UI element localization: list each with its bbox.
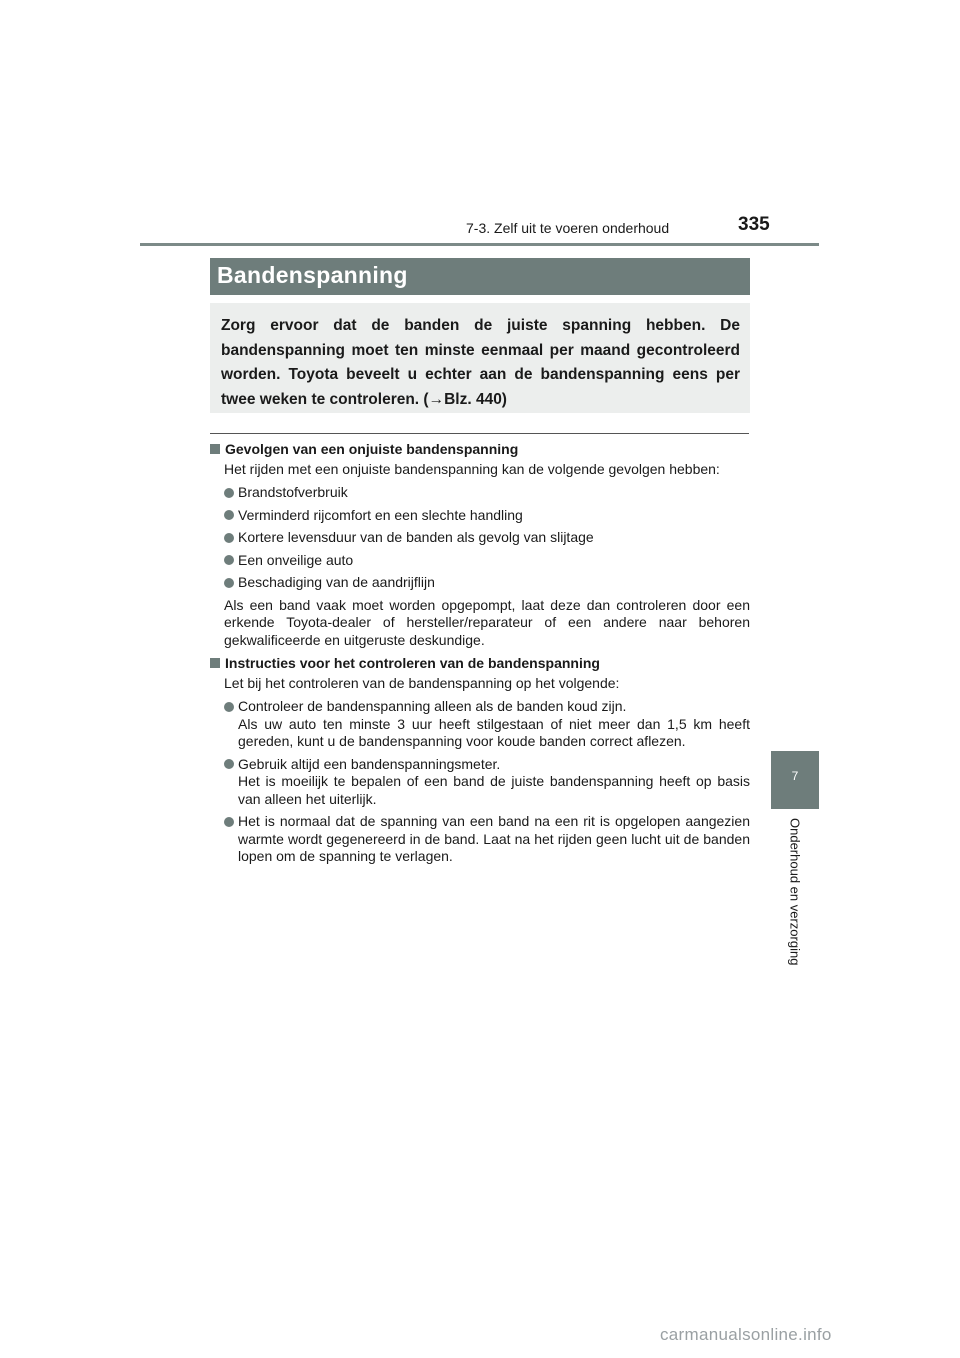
circle-bullet-icon [224, 759, 234, 769]
section-intro: Het rijden met een onjuiste bandenspanning kan de volgende gevolgen hebben: [224, 460, 720, 477]
content-divider [210, 433, 749, 434]
list-item: Het is normaal dat de spanning van een band na een rit is opgelopen aangezien warmte wordt gegenereerd in de band. Laat na het rijden geen lucht uit de banden lopen om de spanning te verlagen. [224, 813, 750, 866]
section-heading-text: Gevolgen van een onjuiste bandenspanning [225, 441, 519, 457]
page-title-bar [210, 258, 750, 295]
chapter-number: 7 [791, 769, 799, 783]
circle-bullet-icon [224, 817, 234, 827]
circle-bullet-icon [224, 578, 234, 588]
list-item: Verminderd rijcomfort en een slechte handling [224, 507, 750, 525]
page-title: Bandenspanning [217, 262, 408, 288]
page-number: 335 [738, 214, 770, 235]
list-item: Brandstofverbruik [224, 484, 750, 502]
list-item: Een onveilige auto [224, 552, 750, 570]
square-bullet-icon [210, 444, 220, 454]
section-heading [210, 655, 750, 673]
list-item: Gebruik altijd een bandenspanningsmeter. Het is moeilijk te bepalen of een band de juiste bandenspanning heeft op basis van alleen het uiterlijk. [224, 756, 750, 809]
main-content [210, 441, 750, 871]
chapter-tab [771, 751, 819, 809]
square-bullet-icon [210, 658, 220, 668]
watermark: carmanualsonline.info [660, 1325, 832, 1344]
list-item: Kortere levensduur van de banden als gevolg van slijtage [224, 529, 750, 547]
circle-bullet-icon [224, 488, 234, 498]
header-divider [140, 243, 819, 246]
section-intro: Let bij het controleren van de bandenspanning op het volgende: [224, 674, 620, 691]
section-outro: Als een band vaak moet worden opgepompt, laat deze dan controleren door een erkende Toyota-dealer of hersteller/reparateur of een andere naar behoren gekwalificeerde en uitgeruste deskundige. [224, 596, 750, 648]
circle-bullet-icon [224, 702, 234, 712]
section-title: 7-3. Zelf uit te voeren onderhoud [466, 220, 670, 236]
circle-bullet-icon [224, 533, 234, 543]
list-item: Controleer de bandenspanning alleen als de banden koud zijn. Als uw auto ten minste 3 uur heeft stilgestaan of niet meer dan 1,5 km heeft gereden, kunt u de bandenspanning voor koude banden correct aflezen. [224, 698, 750, 751]
circle-bullet-icon [224, 555, 234, 565]
section-heading-text: Instructies voor het controleren van de bandenspanning [225, 655, 600, 671]
section-heading [210, 441, 750, 459]
chapter-label: Onderhoud en verzorging [787, 818, 803, 966]
circle-bullet-icon [224, 510, 234, 520]
list-item: Beschadiging van de aandrijflijn [224, 574, 750, 592]
intro-box: Zorg ervoor dat de banden de juiste spanning hebben. De bandenspanning moet ten minste eenmaal per maand gecontroleerd worden. Toyota beveelt u echter aan de bandenspanning eens per twee weken te controleren. (→Blz. 440) [210, 303, 750, 413]
